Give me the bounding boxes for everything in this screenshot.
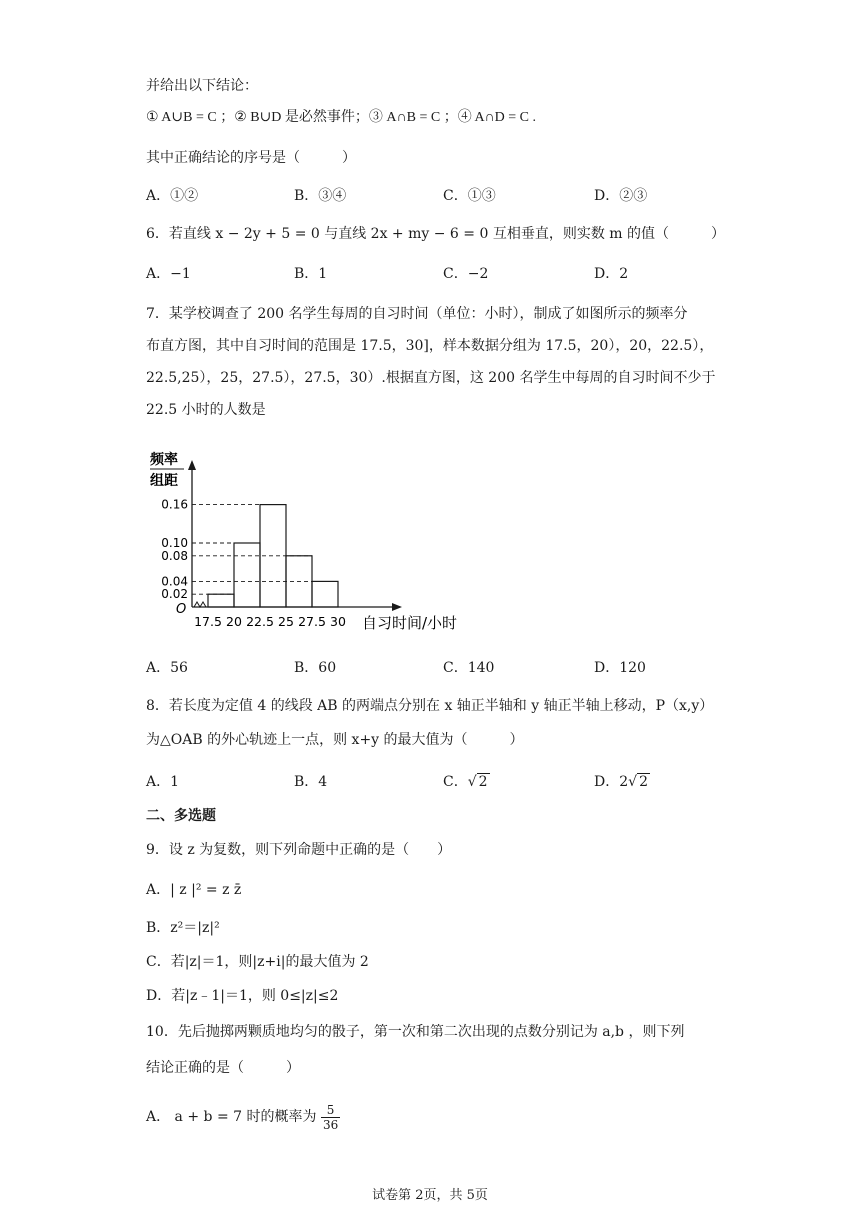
q6-stem: 6．若直线 x − 2y + 5 = 0 与直线 2x + my − 6 = 0 互相垂直，则实数 m 的值（ ） (146, 226, 725, 242)
y-tick-label: 0.10 (161, 536, 188, 550)
y-label-bottom: 组距 (150, 473, 178, 489)
axis-break-icon (194, 602, 206, 607)
histogram-bar (208, 594, 234, 607)
histogram-bar (234, 543, 260, 607)
q9-option-c: C．若|z|＝1，则|z+i|的最大值为 2 (146, 954, 369, 970)
q5-option-c: C．①③ (443, 188, 496, 204)
q5-option-b: B．③④ (294, 188, 347, 204)
q7-line-1: 7．某学校调查了 200 名学生每周的自习时间（单位：小时），制成了如图所示的频率分 (146, 306, 688, 322)
q7-option-c: C．140 (443, 660, 495, 676)
q8-line-1: 8．若长度为定值 4 的线段 AB 的两端点分别在 x 轴正半轴和 y 轴正半轴上移动，P（x,y） (146, 698, 714, 714)
fraction: $\frac{5}{36}$ (322, 1102, 339, 1132)
q5-option-d: D．②③ (594, 188, 648, 204)
q10-option-a: A． a + b = 7 时的概率为 $\frac{5}{36}$ (146, 1102, 339, 1132)
q7-option-d: D．120 (594, 660, 646, 676)
q6-option-c: C．−2 (443, 266, 489, 282)
x-axis-label: 自习时间/小时 (362, 614, 458, 632)
x-tick-label: 17.5 (194, 614, 222, 629)
q6-option-b: B．1 (294, 266, 328, 282)
q5-statements: ① A∪B = C ；② B∪D 是必然事件；③ A∩B = C ；④ A∩D = C . (146, 110, 537, 125)
q7-option-b: B．60 (294, 660, 337, 676)
q7-option-a: A．56 (146, 660, 188, 676)
q8-option-a: A．1 (146, 774, 180, 790)
origin-label: O (176, 602, 187, 617)
q9-stem: 9．设 z 为复数，则下列命题中正确的是（ ） (146, 842, 452, 858)
x-tick-label: 22.5 (246, 614, 274, 629)
y-tick-label: 0.02 (161, 587, 188, 602)
x-tick-label: 20 (226, 614, 242, 629)
q7-line-4: 22.5 小时的人数是 (146, 402, 266, 418)
x-axis-arrow-icon (392, 603, 402, 611)
y-tick-label: 0.04 (161, 574, 188, 589)
q8-option-b: B．4 (294, 774, 328, 790)
q10-line-1: 10．先后抛掷两颗质地均匀的骰子，第一次和第二次出现的点数分别记为 a,b ，则下列 (146, 1024, 685, 1040)
q5-stem: 其中正确结论的序号是（ ） (146, 150, 356, 166)
y-tick-label: 0.08 (161, 548, 188, 563)
y-tick-label: 0.16 (161, 497, 188, 512)
q9-option-b: B．z²＝|z|² (146, 920, 220, 936)
q6-option-d: D．2 (594, 266, 629, 282)
q10-line-2: 结论正确的是（ ） (146, 1060, 300, 1076)
x-tick-label: 25 (278, 614, 294, 629)
x-tick-label: 30 (330, 614, 346, 629)
q6-option-a: A．−1 (146, 266, 191, 282)
section-title: 二、多选题 (146, 808, 216, 824)
x-tick-label: 27.5 (298, 614, 326, 629)
page-footer: 试卷第 2页，共 5页 (372, 1188, 488, 1203)
q8-option-c: C．√ 2 (443, 774, 488, 790)
y-label-top: 频率 (150, 452, 178, 468)
histogram-bar (312, 581, 338, 607)
q8-option-d: D．2√ 2 (594, 774, 648, 790)
q9-option-d: D．若|z﹣1|＝1，则 0≤|z|≤2 (146, 988, 339, 1004)
y-axis-arrow-icon (188, 460, 196, 470)
q7-line-2: 布直方图，其中自习时间的范围是 17.5，30]，样本数据分组为 17.5，20），20，22.5）， (146, 338, 714, 354)
q7-line-3: 22.5,25），25，27.5），27.5，30）.根据直方图，这 200 名学生中每周的自习时间不少于 (146, 370, 716, 386)
q5-option-a: A．①② (146, 188, 199, 204)
q9-option-a: A．| z |² = z z̄ (146, 882, 242, 898)
q5-intro: 并给出以下结论： (146, 78, 258, 94)
q8-line-2: 为△OAB 的外心轨迹上一点，则 x+y 的最大值为（ ） (146, 732, 524, 748)
histogram-chart (140, 444, 480, 644)
